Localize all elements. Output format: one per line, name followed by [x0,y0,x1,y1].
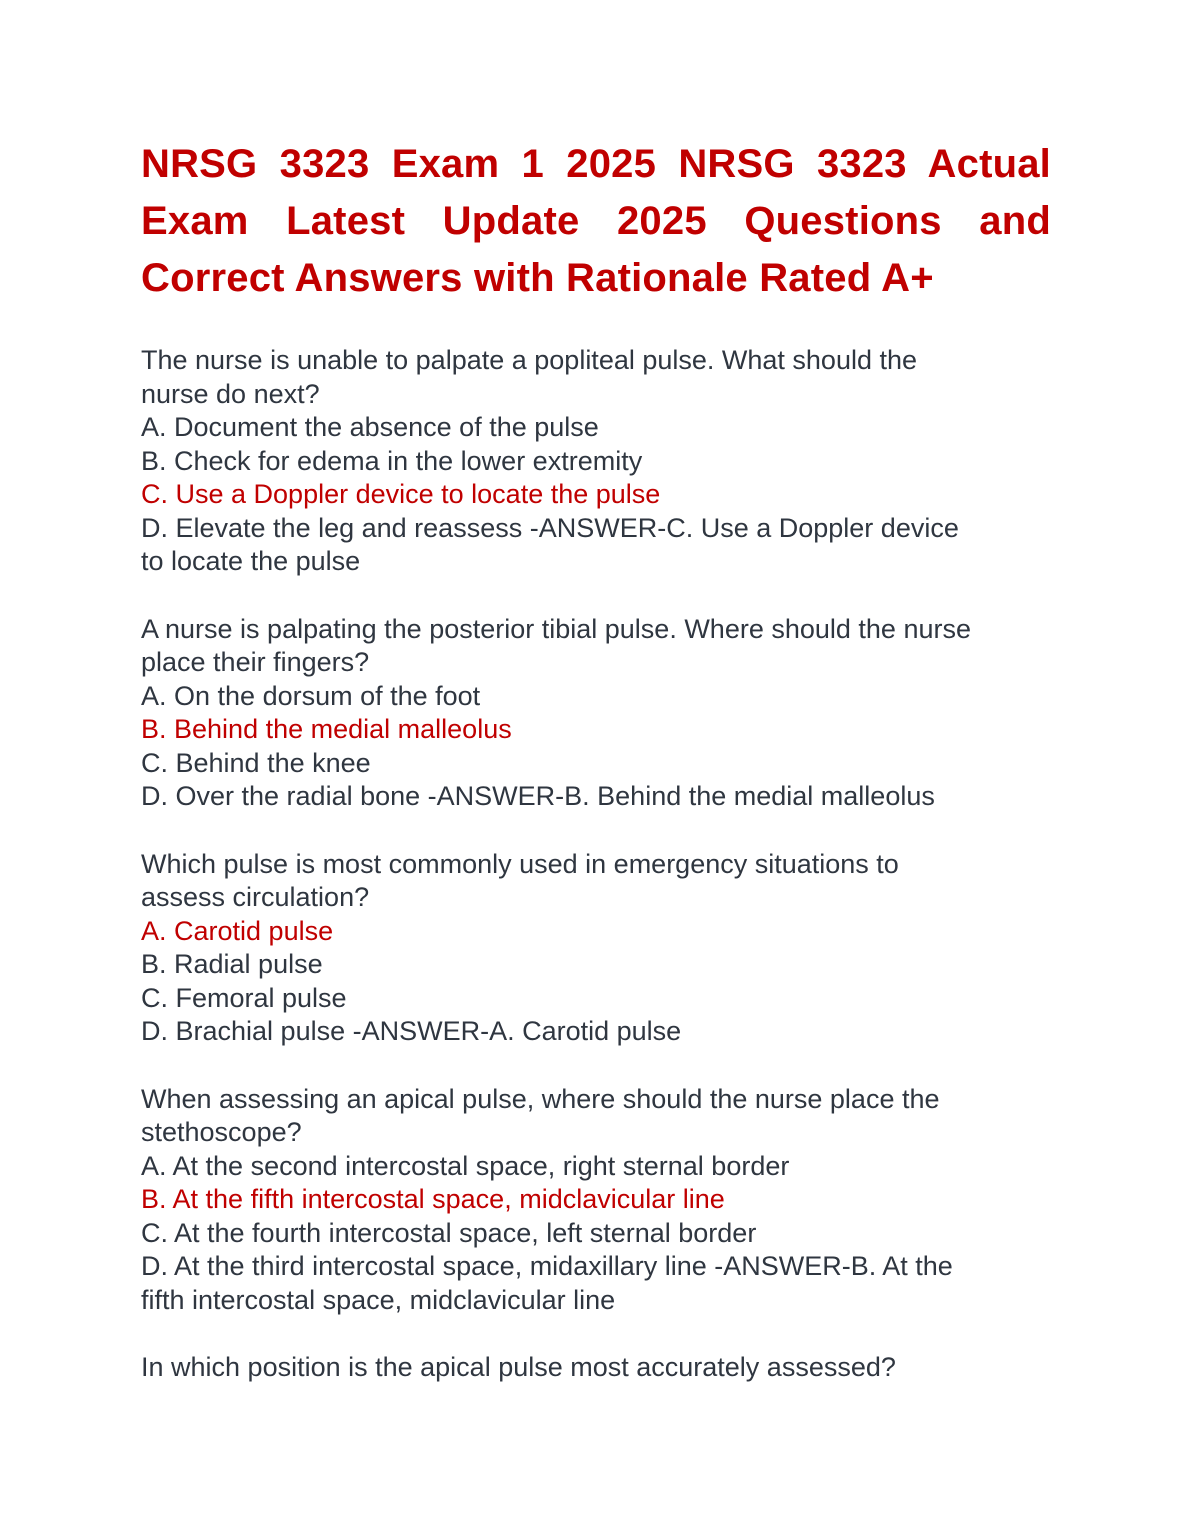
question-text-line: stethoscope? [141,1117,302,1147]
question-text-line: nurse do next? [141,378,320,409]
question-text-line: A. Document the absence of the pulse [141,412,599,442]
correct-answer-line: B. At the fifth intercostal space, midclavicular line [141,1184,725,1214]
question-text-line: A. On the dorsum of the foot [141,680,481,711]
question-text-line: Which pulse is most commonly used in emergency situations to [141,848,899,879]
correct-answer-line: C. Use a Doppler device to locate the pulse [141,479,661,509]
question-text-line: C. At the fourth intercostal space, left sternal border [141,1217,757,1248]
question-text-line: C. Behind the knee [141,747,371,778]
question-text-line: assess circulation? [141,882,370,912]
question-text-line: D. Over the radial bone -ANSWER-B. Behind the medial malleolus [141,781,935,811]
correct-answer-line: B. Behind the medial malleolus [141,714,512,744]
correct-answer-line: A. Carotid pulse [141,915,334,946]
question-list [141,344,1051,1385]
question-text-line: C. Femoral pulse [141,982,347,1013]
question-block [141,848,1051,1049]
question-text-line: A. At the second intercostal space, right sternal border [141,1150,790,1181]
question-text-line: In which position is the apical pulse most accurately assessed? [141,1352,896,1382]
question-block [141,1351,1051,1385]
document-page [141,136,1051,1419]
question-block [141,613,1051,814]
document-title: NRSG 3323 Exam 1 2025 NRSG 3323 Actual Exam Latest Update 2025 Questions and Correct Answers with Rationale Rated A+ [141,142,1051,300]
question-text-line: The nurse is unable to palpate a popliteal pulse. What should the [141,345,918,375]
question-text-line: B. Check for edema in the lower extremity [141,445,643,476]
question-text-line: D. Brachial pulse -ANSWER-A. Carotid pulse [141,1016,682,1046]
question-text-line: When assessing an apical pulse, where should the nurse place the [141,1083,940,1114]
question-text-line: to locate the pulse [141,546,361,576]
question-text-line: fifth intercostal space, midclavicular line [141,1284,616,1315]
question-text-line: D. At the third intercostal space, midaxillary line -ANSWER-B. At the [141,1251,953,1281]
question-text-line: place their fingers? [141,647,370,677]
question-text-line: B. Radial pulse [141,949,323,979]
question-text-line: D. Elevate the leg and reassess -ANSWER-C. Use a Doppler device [141,512,959,543]
question-text-line: A nurse is palpating the posterior tibial pulse. Where should the nurse [141,613,971,644]
question-block [141,1083,1051,1318]
question-block [141,344,1051,579]
